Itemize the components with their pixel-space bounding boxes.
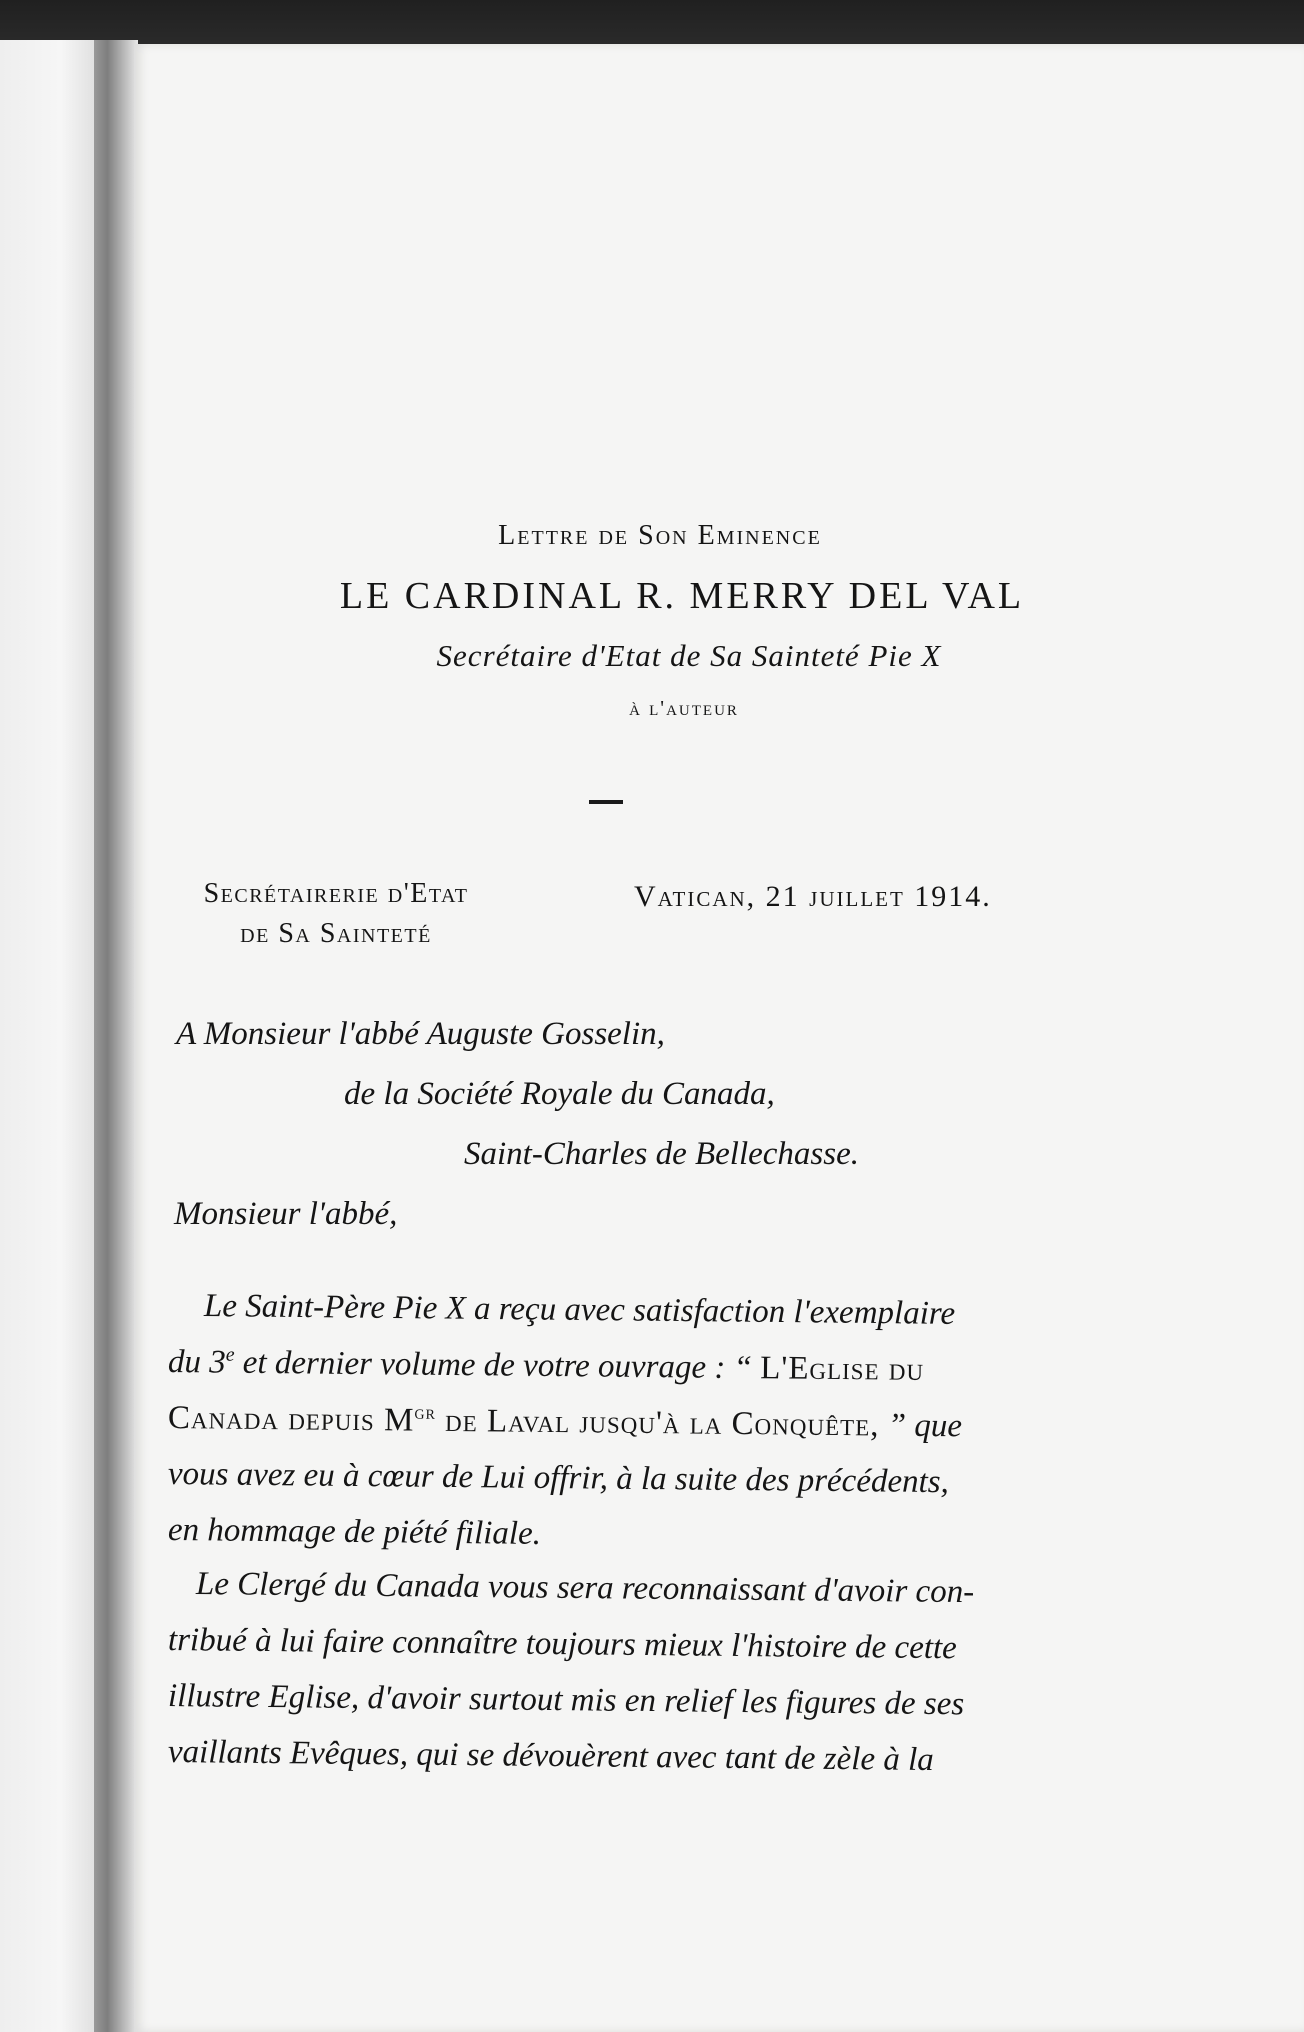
paragraph2-line3: illustre Eglise, d'avoir surtout mis en relief les figures de ses	[167, 1678, 965, 1723]
addressee-line2: de la Société Royale du Canada,	[344, 1076, 775, 1112]
book-title-smallcaps: de Laval jusqu'à la Conquête,	[435, 1402, 880, 1444]
book-title-smallcaps: L'Eglise du	[760, 1350, 925, 1388]
superscript: gr	[414, 1401, 437, 1424]
letter-heading-cardinal: LE CARDINAL R. MERRY DEL VAL	[339, 575, 1025, 617]
document-page	[134, 44, 1304, 2032]
sender-office	[186, 874, 486, 954]
addressee-line3: Saint-Charles de Bellechasse.	[464, 1136, 860, 1172]
sender-office-line1: Secrétairerie d'Etat	[203, 878, 469, 909]
dateline: Vatican, 21 juillet 1914.	[634, 880, 992, 913]
letter-heading-line1: Lettre de Son Eminence	[498, 520, 822, 551]
text-segment: ” que	[879, 1407, 963, 1445]
paragraph1-line4: vous avez eu à cœur de Lui offrir, à la suite des précédents,	[167, 1456, 950, 1501]
paragraph1-line5: en hommage de piété filiale.	[167, 1512, 542, 1552]
section-divider	[589, 800, 623, 804]
addressee-line1: A Monsieur l'abbé Auguste Gosselin,	[176, 1016, 665, 1052]
paragraph2-line4: vaillants Evêques, qui se dévouèrent avec tant de zèle à la	[167, 1734, 934, 1779]
book-title-smallcaps: Canada depuis M	[167, 1400, 415, 1439]
text-segment: et dernier volume de votre ouvrage : “	[234, 1344, 761, 1387]
letter-heading-recipient: à l'auteur	[629, 696, 739, 720]
paragraph1-line2	[168, 1342, 1048, 1391]
text-segment: du 3	[167, 1344, 226, 1381]
facing-page-edge	[0, 40, 102, 2032]
sender-office-line2: de Sa Sainteté	[240, 918, 432, 949]
paragraph2-line2: tribué à lui faire connaître toujours mieux l'histoire de cette	[167, 1622, 957, 1667]
paragraph1-line1: Le Saint-Père Pie X a reçu avec satisfaction l'exemplaire	[203, 1288, 956, 1332]
paragraph2-line1: Le Clergé du Canada vous sera reconnaissant d'avoir con-	[195, 1566, 975, 1611]
salutation: Monsieur l'abbé,	[174, 1196, 398, 1232]
superscript: e	[225, 1343, 235, 1366]
paragraph1-line3	[168, 1398, 1048, 1447]
letter-heading-title: Secrétaire d'Etat de Sa Sainteté Pie X	[436, 638, 942, 673]
book-gutter	[94, 40, 138, 2032]
